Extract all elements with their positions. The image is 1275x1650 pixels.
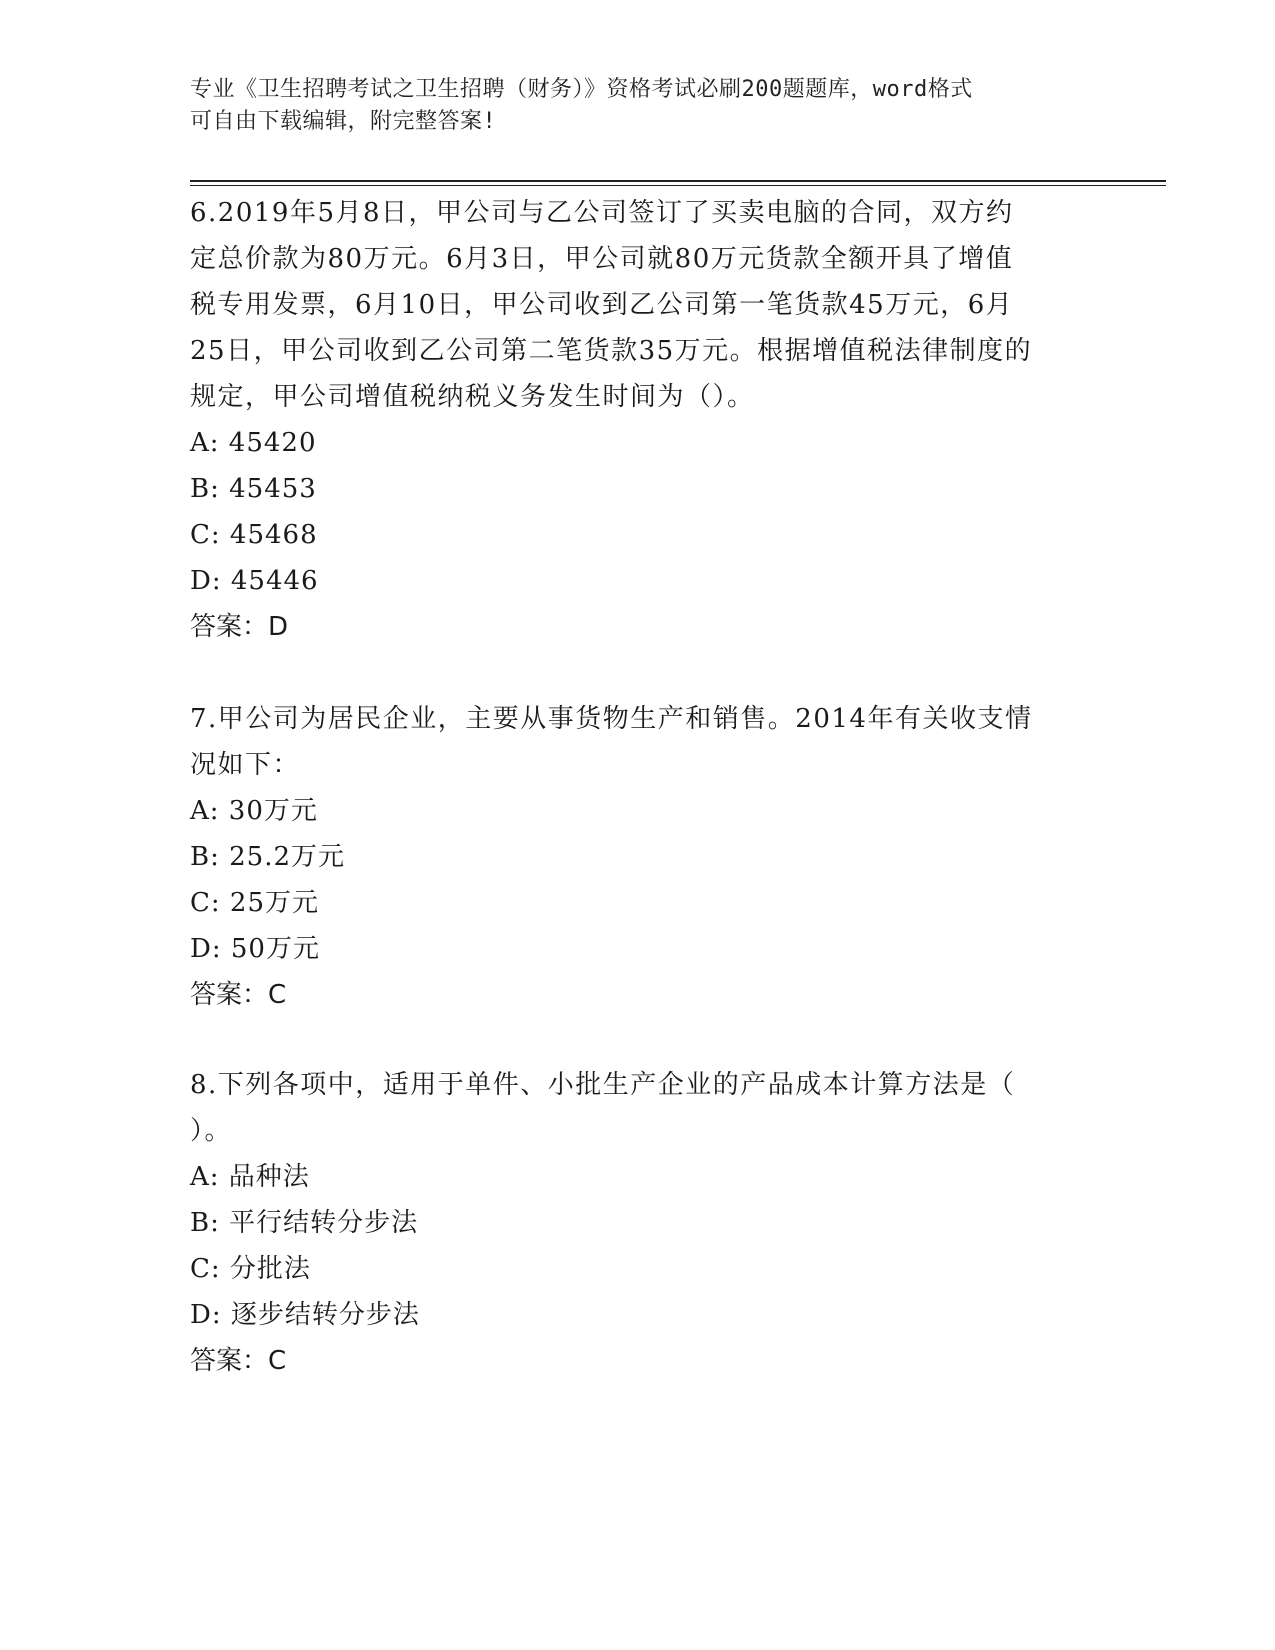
option-b: B: 45453 — [190, 474, 317, 504]
header-title-line-1: 专业《卫生招聘考试之卫生招聘（财务）》资格考试必刷200题题库，word格式 — [190, 77, 973, 102]
option-d: D: 逐步结转分步法 — [190, 1300, 420, 1330]
answer-label: 答案：C — [190, 1346, 287, 1376]
option-c: C: 分批法 — [190, 1254, 311, 1284]
header-divider-thick — [190, 180, 1166, 182]
question-text-line: 况如下： — [190, 750, 301, 780]
document-header — [190, 74, 1090, 138]
question-8 — [190, 1062, 1090, 1384]
option-a: A: 45420 — [190, 428, 317, 458]
option-c: C: 25万元 — [190, 888, 320, 918]
question-text-line: 8.下列各项中，适用于单件、小批生产企业的产品成本计算方法是（ — [190, 1070, 1016, 1100]
answer-label: 答案：C — [190, 980, 287, 1010]
option-a: A: 30万元 — [190, 796, 318, 826]
question-text-line: 税专用发票，6月10日，甲公司收到乙公司第一笔货款45万元，6月 — [190, 290, 1014, 320]
answer-label: 答案：D — [190, 612, 289, 642]
question-text-line: 规定，甲公司增值税纳税义务发生时间为（）。 — [190, 382, 755, 412]
question-6 — [190, 190, 1090, 650]
header-divider-thin — [190, 185, 1166, 186]
option-d: D: 45446 — [190, 566, 319, 596]
option-d: D: 50万元 — [190, 934, 320, 964]
header-title-line-2: 可自由下载编辑，附完整答案! — [190, 109, 497, 134]
option-c: C: 45468 — [190, 520, 318, 550]
question-text-line: 6.2019年5月8日，甲公司与乙公司签订了买卖电脑的合同，双方约 — [190, 198, 1014, 228]
question-text-line: ）。 — [190, 1116, 233, 1146]
question-text-line: 7.甲公司为居民企业，主要从事货物生产和销售。2014年有关收支情 — [190, 704, 1033, 734]
option-a: A: 品种法 — [190, 1162, 310, 1192]
question-text-line: 定总价款为80万元。6月3日，甲公司就80万元货款全额开具了增值 — [190, 244, 1014, 274]
option-b: B: 平行结转分步法 — [190, 1208, 419, 1238]
question-7 — [190, 696, 1090, 1018]
option-b: B: 25.2万元 — [190, 842, 346, 872]
question-text-line: 25日，甲公司收到乙公司第二笔货款35万元。根据增值税法律制度的 — [190, 336, 1033, 366]
